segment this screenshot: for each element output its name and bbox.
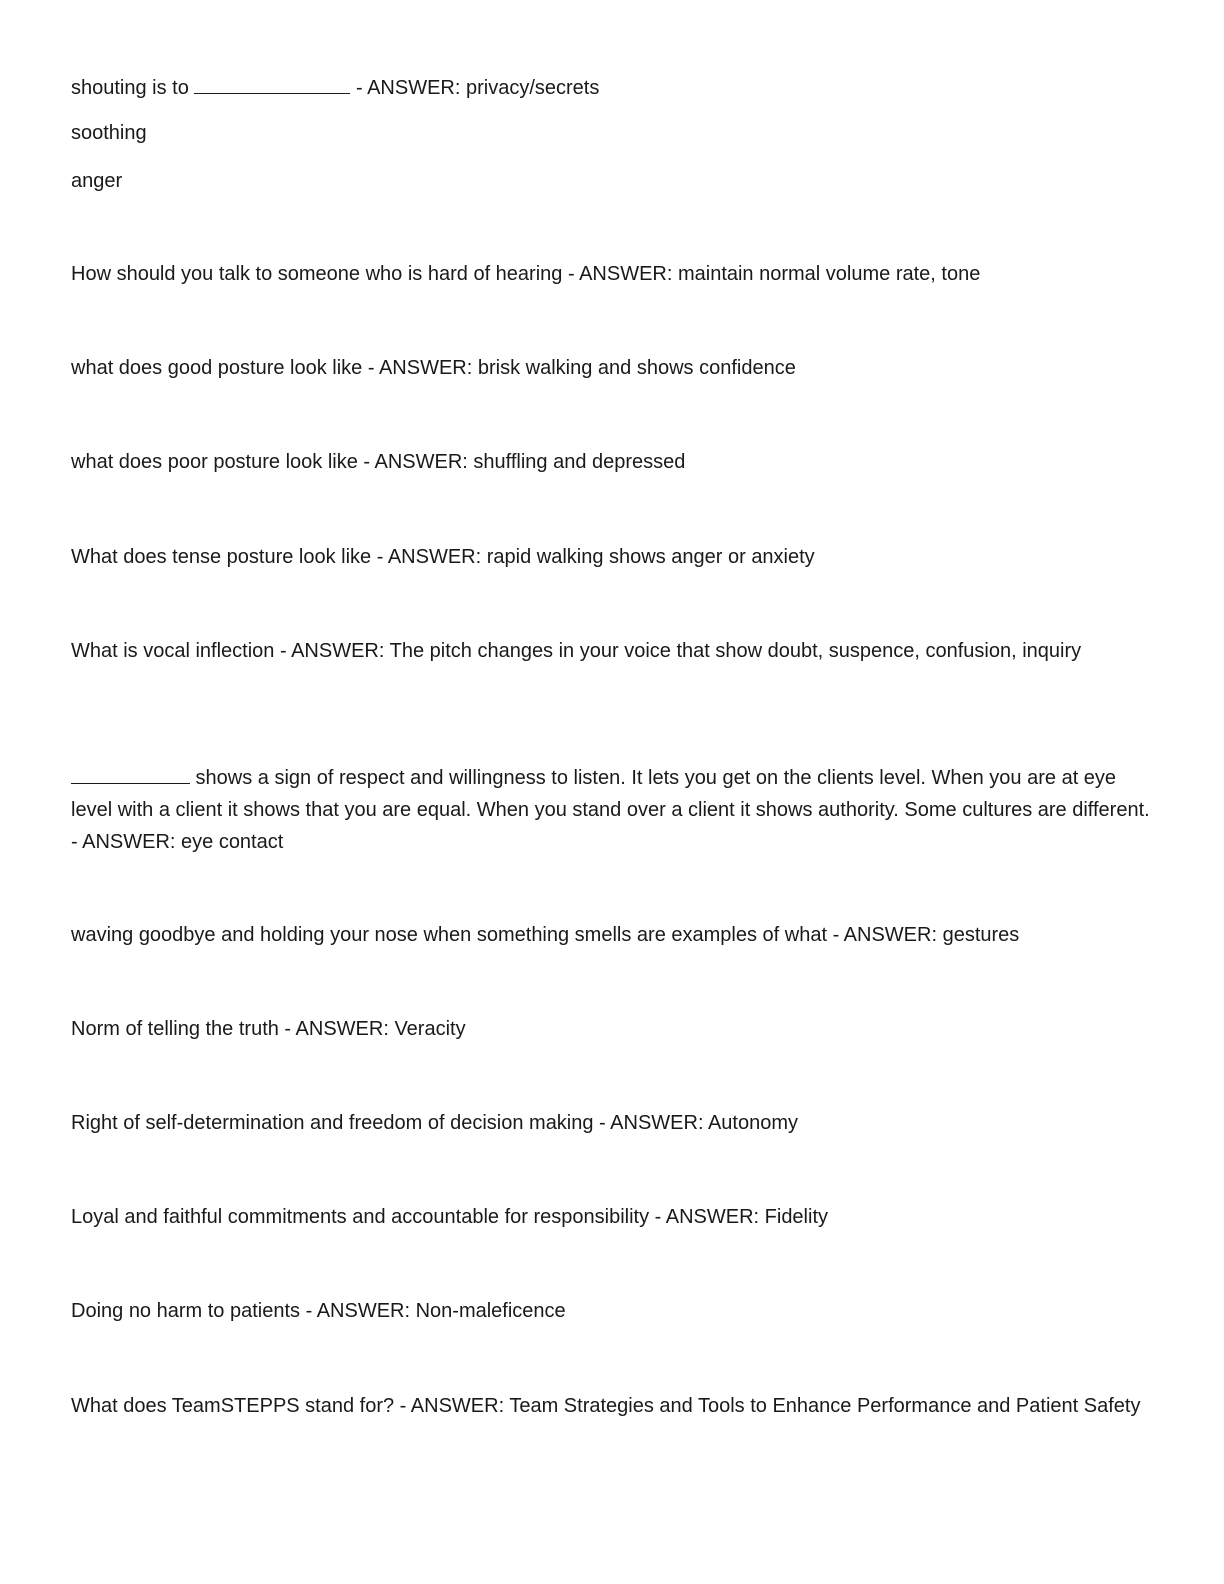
question-veracity: Norm of telling the truth - ANSWER: Veracity [71, 1018, 466, 1040]
question-poor-posture: what does poor posture look like - ANSWER: shuffling and depressed [71, 451, 686, 473]
question-prefix: shouting is to [71, 77, 195, 99]
answer-blank [194, 71, 350, 94]
question-suffix: - ANSWER: privacy/secrets [350, 77, 600, 99]
question-teamstepps: What does TeamSTEPPS stand for? - ANSWER: Team Strategies and Tools to Enhance Performance and Patient Safety [71, 1395, 1141, 1417]
question-hard-of-hearing: How should you talk to someone who is hard of hearing - ANSWER: maintain normal volume rate, tone [71, 263, 981, 285]
question-good-posture: what does good posture look like - ANSWER: brisk walking and shows confidence [71, 357, 796, 379]
question-tense-posture: What does tense posture look like - ANSWER: rapid walking shows anger or anxiety [71, 546, 815, 568]
question-suffix: shows a sign of respect and willingness to listen. It lets you get on the clients level. When you are at eye level with a client it shows that you are equal. When you stand over a client it shows authority. Some cultures are different. - ANSWER: eye contact [71, 767, 1156, 853]
question-shouting [71, 71, 1151, 104]
question-gestures: waving goodbye and holding your nose when something smells are examples of what - ANSWER: gestures [71, 924, 1020, 946]
question-non-maleficence: Doing no harm to patients - ANSWER: Non-maleficence [71, 1300, 566, 1322]
question-autonomy: Right of self-determination and freedom of decision making - ANSWER: Autonomy [71, 1112, 799, 1134]
question-fidelity: Loyal and faithful commitments and accountable for responsibility - ANSWER: Fidelity [71, 1206, 829, 1228]
option-soothing: soothing [71, 122, 147, 144]
question-vocal-inflection: What is vocal inflection - ANSWER: The pitch changes in your voice that show doubt, suspence, confusion, inquiry [71, 640, 1082, 662]
answer-blank [71, 761, 190, 784]
option-anger: anger [71, 170, 123, 192]
question-eye-contact [71, 761, 1156, 858]
